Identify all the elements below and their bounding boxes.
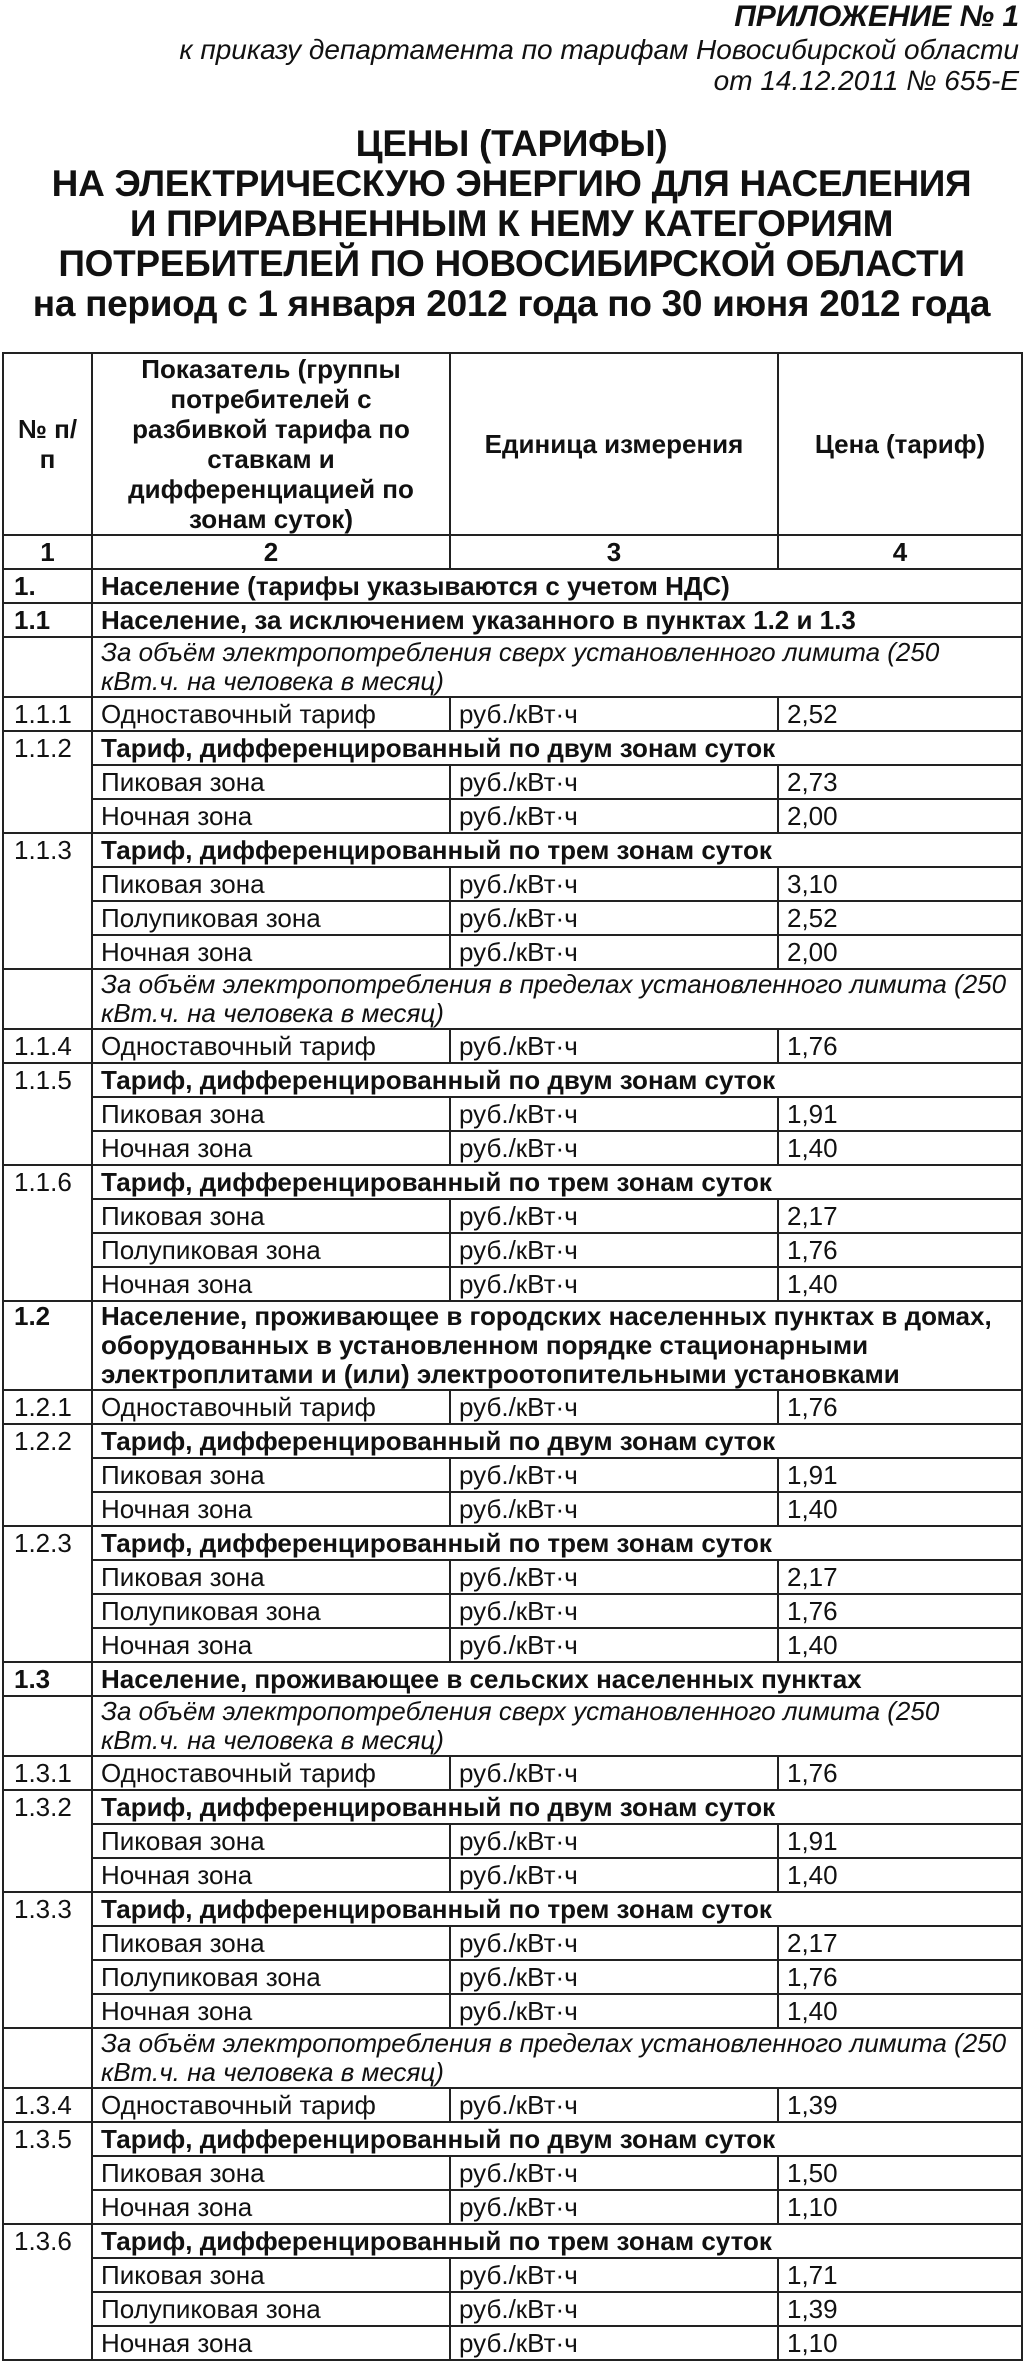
tariff-group-title: Тариф, дифференцированный по трем зонам суток xyxy=(92,1165,1022,1199)
price: 1,76 xyxy=(778,1233,1022,1267)
section-title: Население (тарифы указываются с учетом НДС) xyxy=(92,569,1022,603)
row-number: 1.3.3 xyxy=(3,1892,92,2028)
unit: руб./кВт·ч xyxy=(450,765,778,799)
appendix-title: ПРИЛОЖЕНИЕ № 1 xyxy=(734,0,1019,33)
zone-name: Ночная зона xyxy=(92,1267,450,1301)
table-row xyxy=(3,1097,1022,1131)
zone-name: Ночная зона xyxy=(92,1492,450,1526)
price: 1,39 xyxy=(778,2088,1022,2122)
row-number xyxy=(3,969,92,1029)
table-row xyxy=(3,1233,1022,1267)
table-row xyxy=(3,1390,1022,1424)
price: 1,10 xyxy=(778,2326,1022,2360)
unit: руб./кВт·ч xyxy=(450,1858,778,1892)
row-number xyxy=(3,1696,92,1756)
table-row xyxy=(3,2028,1022,2088)
zone-name: Пиковая зона xyxy=(92,1458,450,1492)
table-row xyxy=(3,1560,1022,1594)
unit: руб./кВт·ч xyxy=(450,2088,778,2122)
table-row xyxy=(3,1165,1022,1199)
unit: руб./кВт·ч xyxy=(450,1131,778,1165)
zone-name: Ночная зона xyxy=(92,1994,450,2028)
row-number: 1.2.3 xyxy=(3,1526,92,1662)
table-row xyxy=(3,697,1022,731)
price: 1,76 xyxy=(778,1960,1022,1994)
title-line: ПОТРЕБИТЕЛЕЙ ПО НОВОСИБИРСКОЙ ОБЛАСТИ xyxy=(58,243,965,284)
appendix-header xyxy=(179,0,1019,96)
price: 1,40 xyxy=(778,1628,1022,1662)
table-row xyxy=(3,2156,1022,2190)
zone-name: Полупиковая зона xyxy=(92,1960,450,1994)
column-number: 3 xyxy=(450,535,778,569)
price: 1,91 xyxy=(778,1097,1022,1131)
zone-name: Полупиковая зона xyxy=(92,1594,450,1628)
appendix-date-line: от 14.12.2011 № 655-Е xyxy=(713,65,1019,96)
unit: руб./кВт·ч xyxy=(450,2326,778,2360)
zone-name: Ночная зона xyxy=(92,1858,450,1892)
tariff-group-title: Тариф, дифференцированный по двум зонам суток xyxy=(92,1790,1022,1824)
table-row xyxy=(3,1662,1022,1696)
zone-name: Полупиковая зона xyxy=(92,2292,450,2326)
tariff-group-title: Тариф, дифференцированный по двум зонам суток xyxy=(92,731,1022,765)
table-row xyxy=(3,1628,1022,1662)
table-body xyxy=(3,569,1022,2360)
table-row xyxy=(3,1492,1022,1526)
unit: руб./кВт·ч xyxy=(450,2258,778,2292)
table-row xyxy=(3,1267,1022,1301)
table-row xyxy=(3,1301,1022,1390)
unit: руб./кВт·ч xyxy=(450,1594,778,1628)
price: 1,76 xyxy=(778,1390,1022,1424)
row-number xyxy=(3,637,92,697)
price: 2,00 xyxy=(778,799,1022,833)
table-header-row xyxy=(3,353,1022,535)
unit: руб./кВт·ч xyxy=(450,1926,778,1960)
price: 1,39 xyxy=(778,2292,1022,2326)
unit: руб./кВт·ч xyxy=(450,1628,778,1662)
unit: руб./кВт·ч xyxy=(450,1199,778,1233)
zone-name: Ночная зона xyxy=(92,2190,450,2224)
zone-name: Пиковая зона xyxy=(92,1560,450,1594)
row-number: 1.3 xyxy=(3,1662,92,1696)
table-row xyxy=(3,799,1022,833)
unit: руб./кВт·ч xyxy=(450,1960,778,1994)
price: 1,10 xyxy=(778,2190,1022,2224)
price: 2,52 xyxy=(778,901,1022,935)
unit: руб./кВт·ч xyxy=(450,1458,778,1492)
zone-name: Ночная зона xyxy=(92,799,450,833)
zone-name: Пиковая зона xyxy=(92,765,450,799)
price: 3,10 xyxy=(778,867,1022,901)
header-number: № п/п xyxy=(3,353,92,535)
row-number xyxy=(3,2028,92,2088)
row-number: 1.1.4 xyxy=(3,1029,92,1063)
table-row xyxy=(3,603,1022,637)
table-row xyxy=(3,2326,1022,2360)
note-text: За объём электропотребления в пределах установленного лимита (250 кВт.ч. на человека в месяц) xyxy=(92,969,1022,1029)
header-indicator: Показатель (группы потребителей с разбивкой тарифа по ставкам и дифференциацией по зонам суток) xyxy=(92,353,450,535)
price: 1,91 xyxy=(778,1824,1022,1858)
price: 2,00 xyxy=(778,935,1022,969)
zone-name: Полупиковая зона xyxy=(92,1233,450,1267)
header-unit: Единица измерения xyxy=(450,353,778,535)
zone-name: Ночная зона xyxy=(92,2326,450,2360)
section-title: Население, проживающее в городских населенных пунктах в домах, оборудованных в установленном порядке стационарными электроплитами и (или) электроотопительными установками xyxy=(92,1301,1022,1390)
unit: руб./кВт·ч xyxy=(450,1824,778,1858)
table-row xyxy=(3,2122,1022,2156)
zone-name: Ночная зона xyxy=(92,1131,450,1165)
title-line: ЦЕНЫ (ТАРИФЫ) xyxy=(355,123,668,164)
tariff-name: Одноставочный тариф xyxy=(92,697,450,731)
table-row xyxy=(3,637,1022,697)
table-row xyxy=(3,1960,1022,1994)
price: 1,91 xyxy=(778,1458,1022,1492)
table-row xyxy=(3,833,1022,867)
table-row xyxy=(3,1926,1022,1960)
tariff-group-title: Тариф, дифференцированный по трем зонам суток xyxy=(92,833,1022,867)
table-row xyxy=(3,1199,1022,1233)
tariff-name: Одноставочный тариф xyxy=(92,1756,450,1790)
tariff-group-title: Тариф, дифференцированный по двум зонам суток xyxy=(92,1424,1022,1458)
title-line: на период с 1 января 2012 года по 30 июня 2012 года xyxy=(32,283,991,324)
row-number: 1.1.5 xyxy=(3,1063,92,1165)
column-number: 4 xyxy=(778,535,1022,569)
unit: руб./кВт·ч xyxy=(450,1560,778,1594)
table-row xyxy=(3,1756,1022,1790)
row-number: 1.2.1 xyxy=(3,1390,92,1424)
title-line: НА ЭЛЕКТРИЧЕСКУЮ ЭНЕРГИЮ ДЛЯ НАСЕЛЕНИЯ xyxy=(51,163,972,204)
price: 1,40 xyxy=(778,1994,1022,2028)
table-row xyxy=(3,1131,1022,1165)
table-row xyxy=(3,1824,1022,1858)
price: 1,40 xyxy=(778,1267,1022,1301)
zone-name: Пиковая зона xyxy=(92,2258,450,2292)
table-row xyxy=(3,1994,1022,2028)
row-number: 1.3.6 xyxy=(3,2224,92,2360)
unit: руб./кВт·ч xyxy=(450,901,778,935)
table-row xyxy=(3,569,1022,603)
unit: руб./кВт·ч xyxy=(450,867,778,901)
row-number: 1.1.2 xyxy=(3,731,92,833)
unit: руб./кВт·ч xyxy=(450,697,778,731)
row-number: 1.2.2 xyxy=(3,1424,92,1526)
table-row xyxy=(3,935,1022,969)
table-row xyxy=(3,2292,1022,2326)
note-text: За объём электропотребления в пределах установленного лимита (250 кВт.ч. на человека в месяц) xyxy=(92,2028,1022,2088)
row-number: 1.1.3 xyxy=(3,833,92,969)
section-title: Население, проживающее в сельских населенных пунктах xyxy=(92,1662,1022,1696)
unit: руб./кВт·ч xyxy=(450,1267,778,1301)
table-row xyxy=(3,1594,1022,1628)
tariff-group-title: Тариф, дифференцированный по двум зонам суток xyxy=(92,1063,1022,1097)
price: 1,40 xyxy=(778,1131,1022,1165)
unit: руб./кВт·ч xyxy=(450,1492,778,1526)
title-line: И ПРИРАВНЕННЫМ К НЕМУ КАТЕГОРИЯМ xyxy=(129,203,894,244)
table-row xyxy=(3,1063,1022,1097)
row-number: 1.1 xyxy=(3,603,92,637)
price: 1,50 xyxy=(778,2156,1022,2190)
tariff-group-title: Тариф, дифференцированный по трем зонам суток xyxy=(92,1526,1022,1560)
table-row xyxy=(3,765,1022,799)
table-row xyxy=(3,1858,1022,1892)
row-number: 1.3.5 xyxy=(3,2122,92,2224)
table-row xyxy=(3,2088,1022,2122)
table-row xyxy=(3,901,1022,935)
price: 2,17 xyxy=(778,1560,1022,1594)
unit: руб./кВт·ч xyxy=(450,1994,778,2028)
zone-name: Пиковая зона xyxy=(92,2156,450,2190)
zone-name: Пиковая зона xyxy=(92,1097,450,1131)
unit: руб./кВт·ч xyxy=(450,2156,778,2190)
row-number: 1.3.2 xyxy=(3,1790,92,1892)
note-text: За объём электропотребления сверх установленного лимита (250 кВт.ч. на человека в месяц) xyxy=(92,637,1022,697)
tariff-group-title: Тариф, дифференцированный по трем зонам суток xyxy=(92,1892,1022,1926)
table-column-numbers-row xyxy=(3,535,1022,569)
zone-name: Пиковая зона xyxy=(92,1199,450,1233)
section-title: Население, за исключением указанного в пунктах 1.2 и 1.3 xyxy=(92,603,1022,637)
table-row xyxy=(3,2224,1022,2258)
unit: руб./кВт·ч xyxy=(450,1233,778,1267)
tariff-name: Одноставочный тариф xyxy=(92,1390,450,1424)
price: 1,76 xyxy=(778,1029,1022,1063)
table-row xyxy=(3,1526,1022,1560)
unit: руб./кВт·ч xyxy=(450,1756,778,1790)
tariff-name: Одноставочный тариф xyxy=(92,2088,450,2122)
column-number: 2 xyxy=(92,535,450,569)
zone-name: Ночная зона xyxy=(92,935,450,969)
table-row xyxy=(3,969,1022,1029)
price: 1,76 xyxy=(778,1594,1022,1628)
table-row xyxy=(3,1790,1022,1824)
table-row xyxy=(3,1458,1022,1492)
table-row xyxy=(3,1424,1022,1458)
unit: руб./кВт·ч xyxy=(450,1097,778,1131)
price: 2,73 xyxy=(778,765,1022,799)
price: 1,40 xyxy=(778,1492,1022,1526)
price: 2,17 xyxy=(778,1199,1022,1233)
tariff-name: Одноставочный тариф xyxy=(92,1029,450,1063)
unit: руб./кВт·ч xyxy=(450,2292,778,2326)
price: 1,40 xyxy=(778,1858,1022,1892)
row-number: 1.3.4 xyxy=(3,2088,92,2122)
table-row xyxy=(3,1696,1022,1756)
table-row xyxy=(3,731,1022,765)
zone-name: Ночная зона xyxy=(92,1628,450,1662)
table-row xyxy=(3,1029,1022,1063)
table-row xyxy=(3,867,1022,901)
row-number: 1.1.1 xyxy=(3,697,92,731)
zone-name: Пиковая зона xyxy=(92,1824,450,1858)
row-number: 1.2 xyxy=(3,1301,92,1390)
price: 2,52 xyxy=(778,697,1022,731)
zone-name: Полупиковая зона xyxy=(92,901,450,935)
tariff-table xyxy=(2,352,1023,2361)
header-price: Цена (тариф) xyxy=(778,353,1022,535)
unit: руб./кВт·ч xyxy=(450,799,778,833)
zone-name: Пиковая зона xyxy=(92,867,450,901)
tariff-group-title: Тариф, дифференцированный по двум зонам суток xyxy=(92,2122,1022,2156)
row-number: 1. xyxy=(3,569,92,603)
unit: руб./кВт·ч xyxy=(450,935,778,969)
unit: руб./кВт·ч xyxy=(450,2190,778,2224)
column-number: 1 xyxy=(3,535,92,569)
appendix-order-line: к приказу департамента по тарифам Новосибирской области xyxy=(179,34,1019,65)
row-number: 1.3.1 xyxy=(3,1756,92,1790)
price: 1,76 xyxy=(778,1756,1022,1790)
note-text: За объём электропотребления сверх установленного лимита (250 кВт.ч. на человека в месяц) xyxy=(92,1696,1022,1756)
table-row xyxy=(3,2258,1022,2292)
document-title xyxy=(0,124,1023,324)
zone-name: Пиковая зона xyxy=(92,1926,450,1960)
price: 2,17 xyxy=(778,1926,1022,1960)
price: 1,71 xyxy=(778,2258,1022,2292)
table-row xyxy=(3,2190,1022,2224)
tariff-group-title: Тариф, дифференцированный по трем зонам суток xyxy=(92,2224,1022,2258)
unit: руб./кВт·ч xyxy=(450,1029,778,1063)
unit: руб./кВт·ч xyxy=(450,1390,778,1424)
table-row xyxy=(3,1892,1022,1926)
row-number: 1.1.6 xyxy=(3,1165,92,1301)
